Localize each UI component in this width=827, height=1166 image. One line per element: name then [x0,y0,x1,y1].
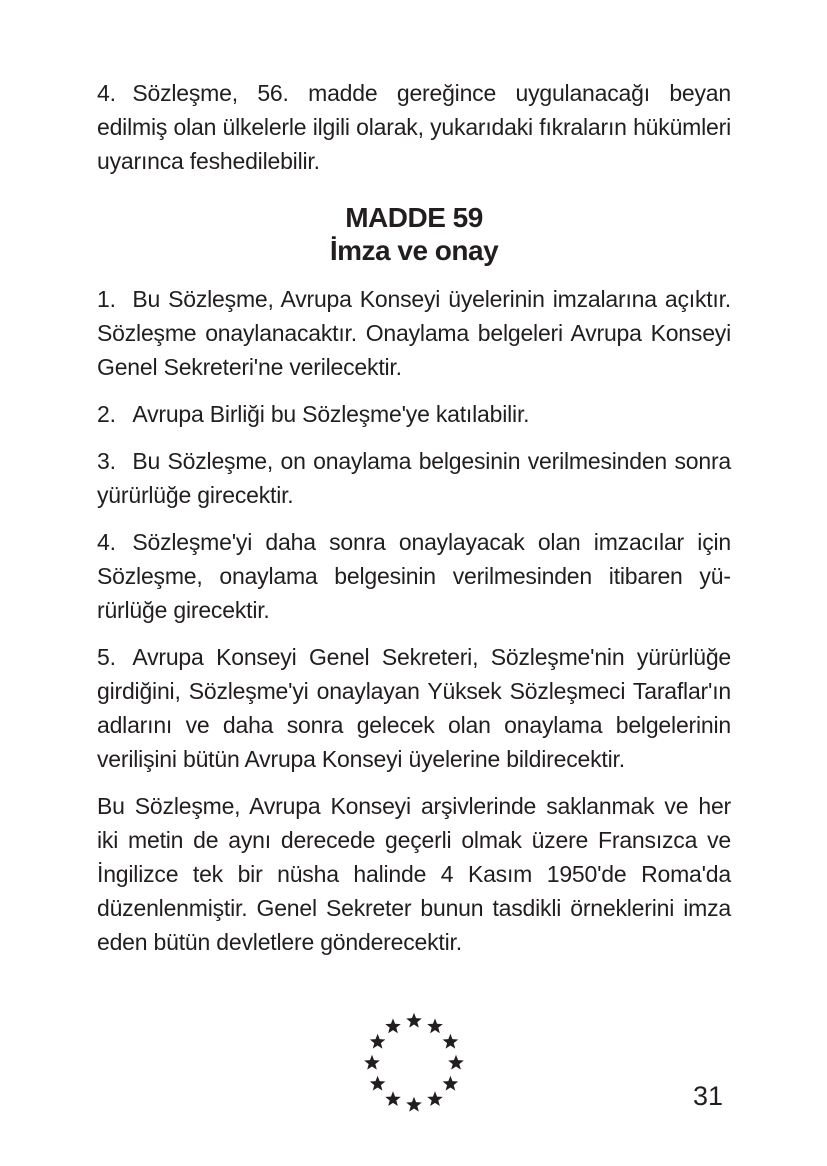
paragraph-5 [97,640,731,776]
article-heading [97,201,731,267]
paragraph-article58-4 [97,76,731,178]
paragraph-3 [97,444,731,512]
eu-stars-icon [354,1003,474,1123]
paragraph-number: 3. [97,448,116,474]
article-number-heading: MADDE 59 [345,202,483,233]
paragraph-number: 1. [97,286,116,312]
paragraph-number: 2. [97,401,116,427]
paragraph-text: Avrupa Konseyi Genel Sekreteri, Sözleşme'nin yürürlüğe girdiğini, Sözleşme'yi onaylayan Yüksek Sözleşmeci Taraflar'ın adlarını ve daha sonra gelecek olan onaylama belgelerinin verilişini bütün Avrupa Konseyi üyelerine bildirecektir. [97,644,731,772]
paragraph-text: Sözleşme, 56. madde gereğince uygulanacağı beyan edilmiş olan ülkelerle ilgili olarak, yukarıdaki fıkraların hükümleri uyarınca feshedilebilir. [97,80,731,174]
page-number: 31 [692,1081,723,1111]
paragraph-2 [97,397,731,431]
paragraph-number: 4. [97,80,116,106]
closing-paragraph: Bu Sözleşme, Avrupa Konseyi arşivlerinde saklanmak ve her iki metin de aynı derecede geçerli olmak üzere Fransızca ve İngilizce tek bir nüsha halinde 4 Kasım 1950'de Roma'da düzenlenmiştir. Genel Sekreter bunun tasdikli örneklerini imza eden bütün devletlere gönderecektir. [97,793,731,955]
paragraph-text: Bu Sözleşme, on onaylama belgesinin verilmesinden sonra yürürlüğe girecektir. [97,448,731,508]
paragraph-number: 4. [97,529,116,555]
paragraph-1 [97,282,731,384]
text-column [97,76,731,1123]
emblem-container [97,1003,731,1123]
paragraph-number: 5. [97,644,116,670]
paragraph-text: Sözleşme'yi daha sonra onaylayacak olan imzacılar için Sözleşme, onaylama belgesinin verilmesinden itibaren yürürlüğe girecektir. [97,529,731,623]
paragraph-text: Avrupa Birliği bu Sözleşme'ye katılabilir. [132,401,530,427]
paragraph-4 [97,525,731,627]
paragraph-text: Bu Sözleşme, Avrupa Konseyi üyelerinin imzalarına açıktır. Sözleşme onaylanacaktır. Onaylama belgeleri Avrupa Konseyi Genel Sekreteri'ne verilecektir. [97,286,731,380]
article-title-heading: İmza ve onay [329,235,499,266]
